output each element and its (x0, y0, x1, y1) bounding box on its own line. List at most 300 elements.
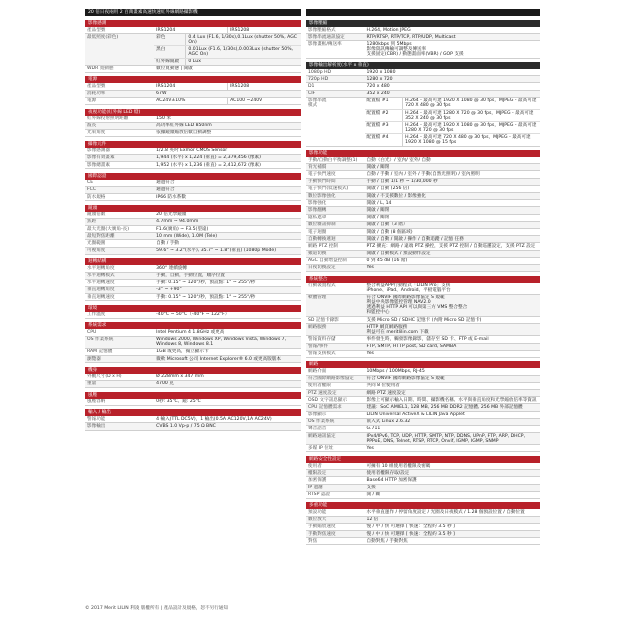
spec-row (85, 187, 301, 194)
spec-value: 開啟 / 自動 (8 個區域) (366, 229, 413, 235)
spec-key: 權限設定 (308, 470, 327, 476)
spec-row (306, 34, 540, 41)
spec-row (85, 34, 301, 66)
spec-key: 網路服務 (308, 324, 327, 330)
spec-section (306, 456, 540, 499)
spec-value-pair (154, 27, 301, 33)
spec-value: 開啟 / 自動 / 開啟 / 操作 / 自動追蹤 / 記憶 任務 (366, 236, 464, 242)
spec-row (306, 531, 540, 538)
spec-row (306, 368, 540, 375)
spec-row (85, 337, 301, 349)
spec-section (306, 502, 540, 545)
spec-section (306, 62, 540, 147)
spec-sub-value: 0.01Lux (F1.6, 1/30s),0.003Lux (shutter 50%, AGC On) (188, 46, 294, 57)
spec-value: 開 / 關 (366, 492, 381, 498)
spec-value: 開啟 / 自動（3 階） (366, 222, 408, 228)
spec-row (85, 98, 301, 105)
spec-value: Yes (366, 445, 374, 451)
spec-row (85, 356, 301, 363)
spec-key: 對焦 (308, 538, 318, 544)
spec-value: 20 倍光學鏡頭 (156, 212, 187, 218)
spec-row (85, 265, 301, 272)
spec-row (306, 41, 540, 58)
spec-section (306, 20, 540, 59)
spec-row (85, 374, 301, 381)
spec-sub-key: 紅外線開啟 (154, 59, 186, 65)
spec-row (306, 229, 540, 236)
spec-value: 4.7mm ~ 94.0mm (156, 219, 199, 225)
spec-row (306, 485, 540, 492)
spec-row (306, 509, 540, 516)
spec-row (85, 294, 301, 301)
spec-row (306, 445, 540, 452)
spec-value: 0秒: 35℃、鏡: 25℃ (156, 399, 201, 405)
spec-value: 微軟 Microsoft 公司 Internet Explorer® 6.0 或更高版版本 (156, 356, 281, 362)
spec-key: 1080p HD (308, 69, 332, 75)
spec-row (306, 157, 540, 164)
spec-section (306, 150, 540, 272)
spec-key: 防水規格 (87, 194, 106, 200)
spec-key: 影像串流通訊協定 (308, 34, 345, 40)
spec-row (85, 248, 301, 255)
spec-value: CVBS 1.0 Vp-p / 75 Ω BNC (156, 424, 216, 430)
spec-value: 150 米 (156, 116, 171, 122)
right-column (306, 20, 540, 549)
spec-key: OS 作業系統 (87, 337, 114, 343)
spec-sub-rows (154, 34, 301, 65)
spec-row (306, 27, 540, 34)
spec-key: 影像翻轉 (308, 207, 327, 213)
spec-key: 數位放大 (308, 517, 327, 523)
section-header: 攝像元件 (85, 141, 301, 148)
spec-key: 警報/事件 (308, 344, 328, 350)
spec-key: 水平迴轉模式 (87, 273, 115, 279)
spec-value: 支援 (366, 485, 376, 491)
spec-row (306, 336, 540, 343)
spec-key: 外觀尺寸(D x H) (87, 374, 122, 380)
spec-key: 風壓容納 (87, 399, 106, 405)
spec-sub-row (154, 46, 301, 58)
spec-key: 產品型號 (87, 27, 106, 33)
spec-value: 建議：SoC AMIEL1, 128 MB, 256 MB DDR2 記憶體, 256 MB 外部記憶體 (366, 404, 523, 410)
spec-key: 光圈範圍 (87, 241, 106, 247)
spec-row (306, 492, 540, 499)
spec-sub-value: H.264 - 最高可達 1920 X 1080 @ 30 fps，MJPEG - 最高可達 720 X 480 @ 30 fps (405, 98, 537, 109)
spec-row (85, 194, 301, 201)
spec-sub-value: H.264 - 最高可達 720 X 480 @ 30 fps，MJPEG - 最高可達 1920 X 1080 @ 15 fps (405, 134, 531, 145)
spec-value: 10Mbps / 100Mbps, RJ-45 (366, 368, 425, 374)
spec-key: RTSP 認證 (308, 492, 330, 498)
spec-row (85, 27, 301, 34)
spec-section (85, 258, 301, 301)
spec-key: 聲音語音 (308, 426, 327, 432)
spec-value: Yes (366, 351, 374, 357)
spec-value: 59.6° ~ 3.2°(水平), 35.7° ~ 1.8°(垂直) (1080p Mode) (156, 248, 276, 254)
spec-key: 影像總畫素 (87, 162, 110, 168)
spec-sub-key: 彩色 (154, 34, 186, 45)
spec-value: Yes (366, 265, 374, 271)
spec-row (306, 236, 540, 243)
spec-value: 開啟 / 不支援數位 / 影像強化 (366, 193, 426, 199)
spec-value: 0 到 45 dB (16 階) (366, 258, 408, 264)
spec-key: 影像感測器 (87, 148, 110, 154)
spec-sub-key: 配置檔 #2 (365, 110, 404, 121)
spec-sub-key: 配置檔 #1 (365, 98, 404, 109)
spec-value: 共同 8 位使用者 (366, 383, 400, 389)
spec-row (306, 98, 540, 147)
spec-row (306, 265, 540, 272)
spec-value: 可擁有 10 組使用者權限及密碼 (366, 463, 431, 469)
spec-row (306, 538, 540, 545)
spec-value: 符合 ONVIF 國際網路影像協定 S 規範 利益中央影像監控管理 NAV2.0 透過利益 HTTP API 可以與第三方 VMS 整合整合 和監控中心 (366, 295, 468, 316)
spec-value: 12 倍 (366, 517, 379, 523)
spec-section (85, 409, 301, 430)
spec-section (306, 276, 540, 358)
spec-row (85, 123, 301, 130)
spec-key: 背光補償 (308, 164, 327, 170)
spec-key: AGC 自動增益控制 (308, 258, 347, 264)
spec-value: IRS1208 (227, 27, 301, 33)
spec-key: 加密保護 (308, 477, 327, 483)
spec-value: 依據鏡頭縮放倍數自動調整 (156, 130, 212, 136)
spec-key: CE (87, 180, 94, 186)
spec-key: 水平迴轉角度 (87, 265, 115, 271)
spec-row (306, 186, 540, 193)
spec-value: -40°C ~ 50°C（-40°F ~ 122°F） (156, 312, 230, 318)
spec-key: 隱私遮罩 (308, 215, 327, 221)
spec-key: SD 記憶卡錄影 (308, 317, 339, 323)
spec-value: H.264, Motion JPEG (366, 27, 411, 33)
spec-key: 數位雜訊抑制 (308, 222, 336, 228)
section-header: 系統整合 (306, 276, 540, 283)
spec-row (306, 258, 540, 265)
spec-sub-rows (365, 98, 541, 146)
spec-value: AC100 ~240V (227, 98, 301, 104)
spec-key: 符合國際網路影像協定 (308, 376, 354, 382)
spec-key: 網路介面 (308, 368, 327, 374)
spec-value: 水平垂直運作 / 停留角度設定 / 光圈及日夜模式 / 1.28 個預設位置 / 自動位置 (366, 509, 525, 515)
section-header: 網路 (306, 361, 540, 368)
spec-key: 警報支援模式 (308, 351, 336, 357)
spec-row (85, 116, 301, 123)
spec-value: 慢 / 中 / 快 可選擇 [ 快速：全程約 3.5 秒 ] (366, 531, 455, 537)
spec-value: 1920 x 1080 (366, 69, 396, 75)
spec-value: IRS1204 (156, 27, 176, 33)
spec-value: 使用者權限存取/設定 (366, 470, 410, 476)
spec-key: 最大光圈(大廣角-長) (87, 226, 129, 232)
spec-key: 手動對焦速度 (308, 531, 336, 537)
spec-key: FCC (87, 187, 97, 193)
spec-key: WDR 寬動態 (87, 66, 114, 72)
spec-row (306, 69, 540, 76)
spec-key: 使用者權限 (308, 383, 331, 389)
spec-key: D1 (308, 84, 315, 90)
spec-row (306, 470, 540, 477)
spec-row (85, 312, 301, 319)
spec-key: 電子快門速度 (308, 172, 336, 178)
spec-key: RAM 記憶體 (87, 349, 113, 355)
spec-row (85, 180, 301, 187)
section-header: 影像感測 (85, 20, 301, 27)
spec-row (85, 349, 301, 356)
spec-key: 鏡頭倍數 (87, 212, 106, 218)
spec-value: 整合利益APP行動程式「LILIN Pro」支援 iPhone、iPad、Android、平板電腦平台 (366, 283, 451, 294)
spec-row (85, 219, 301, 226)
spec-value: 手動: 0.15° ~ 120°/秒，預設點: 1° ~ 255°/秒 (156, 280, 256, 286)
spec-value: 自動 / 手動 (156, 241, 179, 247)
title-bar-right (306, 9, 540, 16)
section-header: 影像輸出解析度(水平 x 垂直) (306, 62, 540, 69)
spec-value: 10 mm (Wide), 1.0M (Tele) (156, 233, 218, 239)
spec-value: 1280 x 720 (366, 76, 393, 82)
spec-key: 工作溫度 (87, 312, 106, 318)
spec-row (85, 148, 301, 155)
spec-row (306, 251, 540, 258)
spec-sub-row (365, 98, 541, 110)
spec-sub-key: 配置檔 #4 (365, 134, 404, 145)
spec-section (85, 392, 301, 406)
spec-value: 開啟 / 自動 (256 倍) (366, 186, 410, 192)
spec-section (306, 361, 540, 452)
spec-key: 影像壓縮格式 (308, 27, 336, 33)
spec-key: 日夜切換設定 (308, 265, 336, 271)
spec-key: 警報功能 (87, 416, 106, 422)
spec-row (85, 162, 301, 169)
spec-value: 影像上可顯示輸入日期、時間、攝影機名稱、水平與垂直角度和光學縮放倍率等資訊 (366, 397, 537, 403)
spec-key: 自動轉換遞迴 (308, 236, 336, 242)
spec-value: 手動: 0.15° ~ 120°/秒，預設點: 1° ~ 255°/秒 (156, 294, 256, 300)
spec-sub-key: 配置檔 #3 (365, 122, 404, 133)
spec-key: 影像串流 模式 (308, 98, 327, 109)
section-header: 機身 (85, 367, 301, 374)
spec-value: 網路 PTZ 速度設定 (366, 390, 406, 396)
spec-value: IRS1204 (156, 84, 176, 90)
spec-row (306, 200, 540, 207)
spec-key: 垂直迴轉速度 (87, 294, 115, 300)
spec-section (85, 141, 301, 170)
spec-value: 開啟 / 自動模式 / 預設動作設定 (366, 251, 431, 257)
spec-key: 手動縮放速度 (308, 524, 336, 530)
spec-key: 720p HD (308, 76, 329, 82)
spec-sub-key: 黑白 (154, 46, 186, 57)
spec-key: 水平迴轉速度 (87, 280, 115, 286)
section-header: 多重功能 (306, 502, 540, 509)
section-header: 環境 (85, 305, 301, 312)
spec-value: 1/2.8 英吋 Exmor CMOS Sensor (156, 148, 228, 154)
spec-value: G.711 (366, 426, 381, 432)
spec-value: 1,952 (水平) x 1,236 (垂直) = 2,412,672 (像素) (156, 162, 261, 168)
spec-row (306, 463, 540, 470)
spec-value: 自動（白光）/ 室內/ 室外/ 自動 (366, 157, 431, 163)
spec-value: AC24V±10% (156, 98, 186, 104)
spec-value: Base64 HTTP 加密保護 (366, 477, 417, 483)
spec-row (85, 83, 301, 90)
spec-key: 手動/自動白平衡調整(1) (308, 157, 358, 163)
spec-row (85, 287, 301, 294)
spec-row (306, 383, 540, 390)
spec-key: 波長 (87, 123, 97, 129)
spec-value-pair (154, 83, 301, 89)
spec-value: 67W (156, 91, 167, 97)
spec-sub-row (154, 59, 301, 65)
spec-row (306, 524, 540, 531)
spec-key: 光束角度 (87, 130, 106, 136)
spec-value: IPv4/IPv6, TCP, UDP, HTTP, SMTP, NTP, DDNS, UPnP, FTP, ARP, DHCP, PPPoE, DNS, Telnet, RTSP, RTCP, Onvif, IGMP, IGMP, SNMP (366, 433, 526, 444)
spec-row (306, 171, 540, 178)
spec-row (306, 404, 540, 411)
section-header: 電源 (85, 76, 301, 83)
spec-value: 開啟 / 關閉 (366, 164, 390, 170)
spec-sub-value: H.264 - 最高可達 1280 X 720 @ 30 fps，MJPEG - 最高可達 352 X 240 @ 30 fps (405, 110, 534, 121)
spec-key: 焦距 (87, 219, 97, 225)
spec-row (306, 76, 540, 83)
spec-sub-value: 0.4 Lux (F1.6, 1/30s),0.1Lux (shutter 50%, AGC On) (188, 34, 297, 45)
spec-value: 支援 Micro SD / SDHC 記憶卡 (內附 Micro SD 記憶卡) (366, 317, 482, 323)
section-header: 鏡頭 (85, 205, 301, 212)
spec-row (306, 344, 540, 351)
spec-key: 行動裝置程式 (308, 283, 336, 289)
spec-value: 嵌入式 Linux 2.6.32 (366, 419, 411, 425)
spec-key: 可視角度 (87, 248, 106, 254)
spec-key: 網路通訊協定 (308, 433, 336, 439)
spec-value: FTP, SMTP, HTTP post, SD card, SAMBA (366, 344, 457, 350)
spec-row (85, 233, 301, 240)
spec-value: 自動對焦 / 手動對焦 (366, 538, 408, 544)
spec-key: 產品型號 (87, 84, 106, 90)
spec-key: 頻道切換 (308, 251, 327, 257)
spec-value: LILIN Universal ActiveX & LILIN Java Applet (366, 412, 465, 418)
spec-row (306, 317, 540, 324)
spec-key: 最低照度(彩色) (87, 34, 119, 40)
spec-value: 360° 連續旋轉 (156, 265, 188, 271)
spec-value: F1.6(廣角) ~ F3.5(望遠) (156, 226, 209, 232)
spec-value: 1GB 或更高，獨立顯示卡 (156, 349, 209, 355)
spec-key: 紅外線投射照明距離 (87, 116, 129, 122)
spec-key: 影像有效畫素 (87, 155, 115, 161)
spec-value: 手動，自動，手動位置，順序位置 (156, 273, 226, 279)
spec-row (306, 419, 540, 426)
spec-row (306, 397, 540, 404)
section-header: 輸入 / 輸出 (85, 409, 301, 416)
spec-row (306, 433, 540, 445)
spec-row (85, 66, 301, 73)
spec-section (85, 20, 301, 73)
spec-value-pair (154, 98, 301, 104)
spec-sub-row (365, 134, 541, 145)
left-column (85, 20, 301, 434)
spec-row (306, 283, 540, 295)
spec-row (85, 416, 301, 423)
spec-section (85, 305, 301, 319)
spec-row (306, 390, 540, 397)
spec-section (85, 322, 301, 363)
spec-value: 通過符合 (156, 187, 175, 193)
spec-key: 軟體管理 (308, 295, 327, 301)
spec-row (85, 423, 301, 430)
spec-value: 720 x 480 (366, 84, 390, 90)
section-header: 系統需求 (85, 322, 301, 329)
section-header: 影像壓縮 (306, 20, 540, 27)
spec-value: Ø 228mm x 347 mm (156, 374, 204, 380)
spec-key: CPU 記憶體需求 (308, 404, 342, 410)
spec-key: 影像顯示 (308, 412, 327, 418)
spec-section (85, 173, 301, 202)
spec-key: 垂直迴轉角度 (87, 287, 115, 293)
spec-value: IRS1208 (227, 83, 301, 89)
spec-value: 通過符合 (156, 180, 175, 186)
spec-row (85, 91, 301, 98)
spec-section (85, 76, 301, 105)
page-title: 20 倍日夜兩用 2 百萬畫素高速快速紅外線網路攝影機 (85, 9, 301, 16)
spec-row (85, 226, 301, 233)
section-header: 夜視功能(紅外線 LED 燈) (85, 109, 301, 116)
spec-row (306, 193, 540, 200)
spec-value: IP66 防水系數 (156, 194, 186, 200)
spec-value: RTP/RTSP, RTP/TCP, RTP/UDP, Multicast (366, 34, 456, 40)
spec-sub-value: H.264 - 最高可達 1920 X 1080 @ 30 fps，MJPEG - 最高可達 1280 X 720 @ 30 fps (405, 122, 537, 133)
section-header: 網路安全性設定 (306, 456, 540, 463)
spec-row (306, 83, 540, 90)
spec-value: -3° ~ +90° (156, 287, 182, 293)
spec-value: 慢 / 中 / 快 可選擇 [ 快速：全程約 3.5 秒 ] (366, 524, 455, 530)
spec-row (306, 295, 540, 317)
spec-row (85, 381, 301, 388)
spec-row (85, 329, 301, 336)
spec-key: CIF (308, 91, 316, 97)
spec-value: 事件發生時，觸發影像錄影，儲存至 SD 卡、FTP 或 E-mail (366, 336, 489, 342)
spec-row (306, 517, 540, 524)
spec-section (85, 205, 301, 255)
spec-value: 開啟 / 關閉 (366, 215, 390, 221)
spec-value: 數位寬動態 | 開啟 (156, 66, 193, 72)
spec-value: PTZ 擴充：網路 / 遠端 PTZ 操控，支援 PTZ 控制 / 自動巡邏設定，支援 PTZ 設定 (366, 243, 536, 249)
spec-row (306, 164, 540, 171)
spec-key: 影像輸出 (87, 424, 106, 430)
spec-row (85, 212, 301, 219)
spec-row (306, 207, 540, 214)
spec-sub-row (154, 34, 301, 46)
spec-key: 瀏覽器 (87, 356, 101, 362)
spec-value: 手動 / 自動 1/1 秒 ~ 1/30,000 秒 (366, 179, 438, 185)
spec-key: 最短對焦距離 (87, 233, 115, 239)
spec-row (85, 399, 301, 406)
spec-row (306, 376, 540, 383)
spec-key: 電子迴圈 (308, 229, 327, 235)
spec-row (306, 215, 540, 222)
spec-row (306, 222, 540, 229)
spec-sub-value: 0 Lux (188, 59, 201, 65)
spec-key: 多媒 IP 位址 (308, 445, 334, 451)
spec-row (306, 477, 540, 484)
spec-value: 開啟 / L, 14 (366, 200, 392, 206)
spec-row (306, 412, 540, 419)
spec-value: 4 輸入(TTL DC5V)，1 輸出(0.5A AC120V,1A AC24V) (156, 416, 272, 422)
spec-value: 4700 克 (156, 381, 174, 387)
spec-key: OSD 文字訊息顯示 (308, 397, 348, 403)
spec-value: 1280kbps 到 5Mbps 影像資訊傳輸可調整及傳送率 支援固定(CBR) / 動態畫面率(VBR) / GOP 支援 (366, 41, 464, 57)
spec-row (306, 351, 540, 358)
spec-key: 數位影像強化 (308, 193, 336, 199)
spec-value: HTTP 網頁網路服務 利益可在 meritlilin.com 下載 (366, 324, 429, 335)
spec-row (85, 280, 301, 287)
section-header: 國際認證 (85, 173, 301, 180)
spec-section (85, 367, 301, 388)
spec-key: 網路 PTZ 控制 (308, 243, 339, 249)
spec-value: Intel Pentium 4 1.8GHz 或更高 (156, 330, 225, 336)
spec-key: CPU (87, 330, 97, 336)
spec-sub-row (365, 122, 541, 134)
spec-key: PTZ 速度設定 (308, 390, 337, 396)
